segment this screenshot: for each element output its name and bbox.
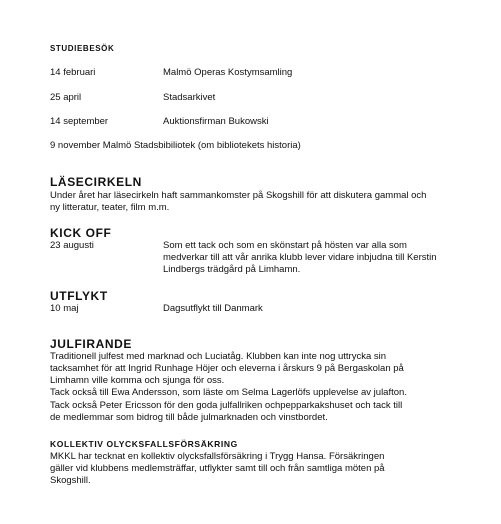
forsakring-line: gäller vid klubbens medlemsträffar, utflykter samt till och från samtliga möten på [50,463,385,474]
julfirande-heading: JULFIRANDE [50,337,133,351]
visit-date: 14 september [50,116,109,127]
visit-date: 25 april [50,92,82,103]
lasecirkeln-line: ny litteratur, teater, film m.m. [50,202,170,213]
forsakring-heading: KOLLEKTIV OLYCKSFALLSFÖRSÄKRING [50,439,238,449]
julfirande-line: tacksamhet för att Ingrid Runhage Höjer och eleverna i årskurs 9 på Bergaskolan på [50,363,404,374]
visit-place: Stadsarkivet [163,92,216,103]
julfirande-line: Traditionell julfest med marknad och Luciatåg. Klubben kan inte nog uttrycka sin [50,351,387,362]
visit-single-row: 9 november Malmö Stadsbibiliotek (om bibliotekets historia) [50,140,301,151]
visit-place: Malmö Operas Kostymsamling [163,67,293,78]
kickoff-line: Lindbergs trädgård på Limhamn. [163,264,301,275]
julfirande-line: Tack också Peter Ericsson för den goda julfallriken ochpepparkakshuset och tack till [50,400,403,411]
utflykt-heading: UTFLYKT [50,289,108,303]
visit-date: 14 februari [50,67,96,78]
lasecirkeln-heading: LÄSECIRKELN [50,175,142,189]
forsakring-line: Skogshill. [50,475,91,486]
kickoff-line: medverkar till att vår anrika klubb lever vidare inbjudna till Kerstin [163,252,437,263]
studiebesok-heading: STUDIEBESÖK [50,44,115,53]
kickoff-date: 23 augusti [50,240,94,251]
julfirande-line: de medlemmar som bidrog till både julmarknaden och vinstbordet. [50,412,328,423]
utflykt-text: Dagsutflykt till Danmark [163,303,263,314]
kickoff-heading: KICK OFF [50,226,112,240]
kickoff-line: Som ett tack och som en skönstart på hösten var alla som [163,240,407,251]
visit-place: Auktionsfirman Bukowski [163,116,269,127]
julfirande-line: Tack också till Ewa Andersson, som läste om Selma Lagerlöfs upplevelse av julafton. [50,387,407,398]
utflykt-date: 10 maj [50,303,79,314]
lasecirkeln-line: Under året har läsecirkeln haft sammankomster på Skogshill för att diskutera gammal och [50,190,427,201]
julfirande-line: Limhamn ville komma och sjunga för oss. [50,375,225,386]
forsakring-line: MKKL har tecknat en kollektiv olycksfallsförsäkring i Trygg Hansa. Försäkringen [50,451,385,462]
